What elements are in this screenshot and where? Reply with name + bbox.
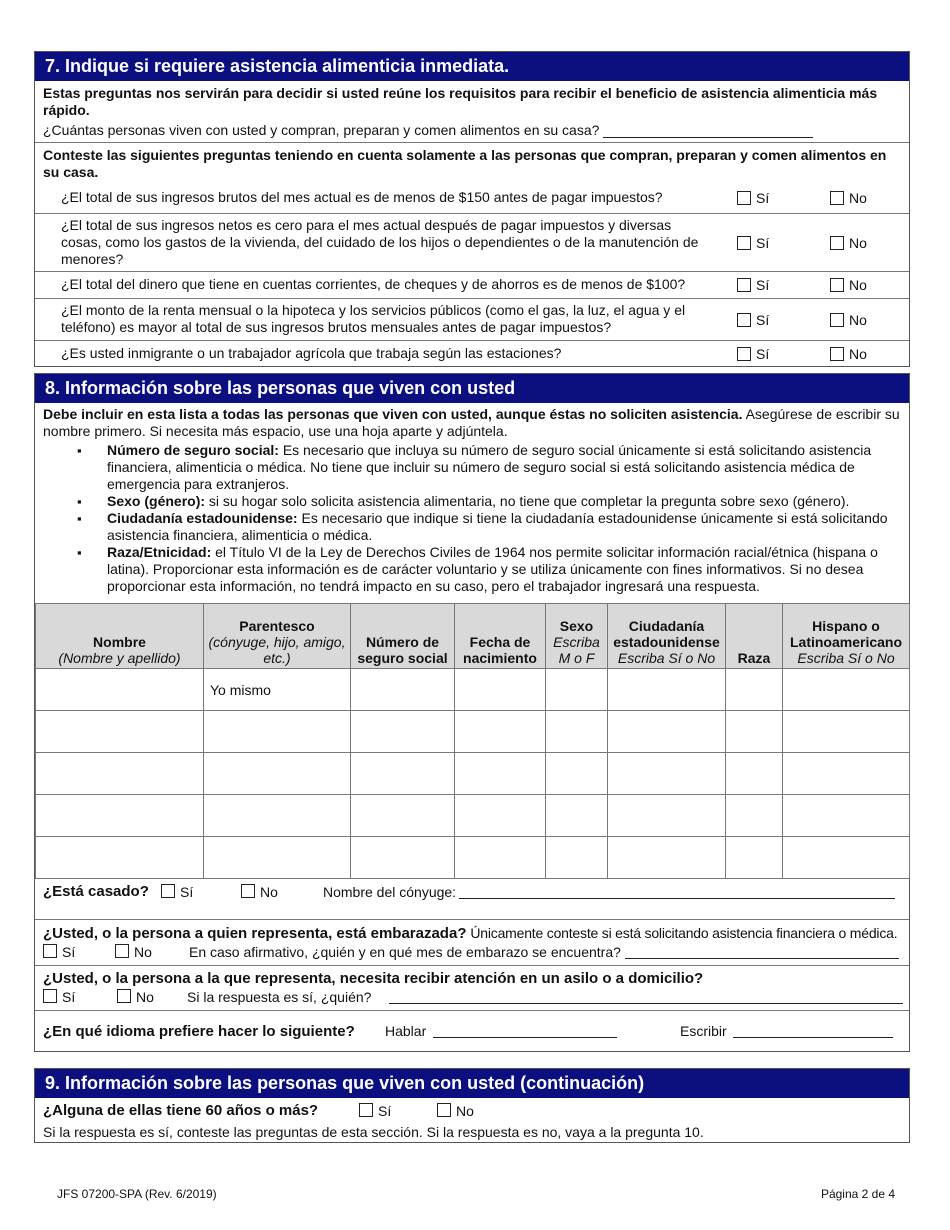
section-8-intro-rest: Asegúrese de escribir su nombre primero. Si necesita más espacio, use una hoja aparte y adjúntela. bbox=[43, 406, 900, 439]
column-header-citizenship: Ciudadanía estadounidense Escriba Sí o No bbox=[608, 604, 726, 669]
section-8-intro bbox=[35, 403, 909, 603]
spouse-name-label: Nombre del cónyuge: bbox=[323, 884, 457, 900]
question-row bbox=[35, 183, 909, 213]
column-header-ssn: Número de seguro social bbox=[351, 604, 455, 669]
table-row bbox=[36, 753, 910, 795]
table-cell[interactable] bbox=[351, 669, 455, 711]
age-question: ¿Alguna de ellas tiene 60 años o más? bbox=[43, 1102, 319, 1119]
table-cell[interactable] bbox=[204, 753, 351, 795]
no-label: No bbox=[849, 234, 867, 251]
care-row bbox=[35, 965, 909, 1010]
table-cell[interactable] bbox=[455, 711, 546, 753]
household-count-label: ¿Cuántas personas viven con usted y compran, preparan y comen alimentos en su casa? bbox=[43, 122, 600, 138]
table-cell[interactable] bbox=[546, 669, 608, 711]
no-option[interactable] bbox=[830, 312, 867, 328]
table-cell[interactable] bbox=[204, 837, 351, 879]
no-checkbox[interactable] bbox=[830, 191, 844, 205]
question-row bbox=[35, 340, 909, 366]
table-cell[interactable] bbox=[608, 837, 726, 879]
yes-checkbox[interactable] bbox=[737, 278, 751, 292]
yes-label: Sí bbox=[756, 277, 770, 293]
table-cell[interactable] bbox=[608, 711, 726, 753]
list-item-text: Es necesario que indique si tiene la ciudadanía estadounidense únicamente si está solicitando asistencia financiera, alimenticia o médica. bbox=[107, 510, 888, 543]
section-7-intro bbox=[35, 81, 909, 142]
table-cell[interactable] bbox=[726, 669, 783, 711]
table-cell[interactable] bbox=[608, 669, 726, 711]
question-text: ¿El total de sus ingresos netos es cero para el mes actual después de pagar impuestos y diversas cosas, como los gastos de la vivienda, del cuidado de los hijos o dependientes o de la manutención de menores? bbox=[61, 217, 699, 267]
section-7-intro-text: Estas preguntas nos servirán para decidir si usted reúne los requisitos para recibir el beneficio de asistencia alimenticia más rápido. bbox=[43, 85, 878, 118]
table-cell[interactable] bbox=[36, 669, 204, 711]
no-checkbox[interactable] bbox=[437, 1103, 451, 1117]
no-label: No bbox=[849, 190, 867, 206]
married-question: ¿Está casado? bbox=[43, 883, 149, 900]
table-row bbox=[36, 795, 910, 837]
table-cell[interactable] bbox=[546, 795, 608, 837]
table-cell[interactable] bbox=[546, 837, 608, 879]
care-question: ¿Usted, o la persona a la que representa, necesita recibir atención en un asilo o a domicilio? bbox=[43, 970, 704, 987]
list-item-title: Sexo (género): bbox=[107, 493, 206, 509]
table-cell[interactable] bbox=[36, 837, 204, 879]
column-header-name: Nombre (Nombre y apellido) bbox=[36, 604, 204, 669]
yes-label: Sí bbox=[756, 345, 770, 362]
section-8-intro-bold: Debe incluir en esta lista a todas las personas que viven con usted, aunque éstas no soliciten asistencia. bbox=[43, 406, 743, 422]
yes-checkbox[interactable] bbox=[43, 989, 57, 1003]
table-cell[interactable] bbox=[455, 837, 546, 879]
table-row bbox=[36, 669, 910, 711]
question-text: ¿El total de sus ingresos brutos del mes actual es de menos de $150 antes de pagar impuestos? bbox=[61, 189, 663, 205]
table-cell[interactable] bbox=[726, 837, 783, 879]
married-no-option[interactable] bbox=[241, 884, 278, 900]
table-cell[interactable] bbox=[608, 753, 726, 795]
table-cell[interactable] bbox=[351, 837, 455, 879]
married-row bbox=[35, 879, 909, 919]
instructions-list bbox=[43, 442, 901, 595]
table-cell[interactable] bbox=[783, 711, 910, 753]
list-item bbox=[107, 510, 901, 544]
yes-checkbox[interactable] bbox=[737, 191, 751, 205]
table-cell[interactable] bbox=[726, 711, 783, 753]
yes-label: Sí bbox=[756, 311, 770, 328]
age-yes-option[interactable] bbox=[359, 1103, 391, 1119]
question-row bbox=[35, 213, 909, 271]
list-item-text: Es necesario que incluya su número de seguro social únicamente si está solicitando asistencia financiera, alimenticia o médica. No tiene que incluir su número de seguro social si está solicitando asistencia médica de emergencia para extranjeros. bbox=[107, 442, 872, 492]
yes-checkbox[interactable] bbox=[43, 944, 57, 958]
no-checkbox[interactable] bbox=[115, 944, 129, 958]
care-yes-option[interactable] bbox=[43, 989, 75, 1005]
table-cell[interactable] bbox=[351, 711, 455, 753]
no-label: No bbox=[849, 277, 867, 293]
pregnant-question-line bbox=[43, 925, 897, 942]
question-text: ¿El monto de la renta mensual o la hipoteca y los servicios públicos (como el gas, la luz, el agua y el teléfono) es mayor al total de sus ingresos brutos mensuales antes de pagar impuestos? bbox=[61, 302, 686, 335]
care-no-option[interactable] bbox=[117, 989, 154, 1005]
yes-option[interactable] bbox=[737, 346, 769, 362]
page-number: Página 2 de 4 bbox=[820, 1187, 895, 1201]
table-cell[interactable] bbox=[546, 711, 608, 753]
no-label: No bbox=[260, 884, 278, 900]
table-row bbox=[36, 837, 910, 879]
table-cell[interactable] bbox=[204, 795, 351, 837]
section-9-header: 9. Información sobre las personas que viven con usted (continuación) bbox=[35, 1069, 909, 1098]
list-item-title: Ciudadanía estadounidense: bbox=[107, 510, 298, 526]
speak-language-field[interactable] bbox=[433, 1023, 617, 1038]
column-header-relationship: Parentesco (cónyuge, hijo, amigo, etc.) bbox=[204, 604, 351, 669]
write-language-field[interactable] bbox=[733, 1023, 893, 1038]
no-checkbox[interactable] bbox=[830, 347, 844, 361]
table-cell[interactable] bbox=[726, 753, 783, 795]
list-item bbox=[107, 544, 901, 595]
question-row bbox=[35, 271, 909, 298]
yes-label: Sí bbox=[180, 884, 194, 900]
table-cell[interactable] bbox=[36, 711, 204, 753]
write-label: Escribir bbox=[680, 1023, 727, 1039]
no-option[interactable] bbox=[830, 235, 867, 251]
no-checkbox[interactable] bbox=[830, 313, 844, 327]
household-count-question bbox=[43, 122, 901, 139]
pregnant-followup-field[interactable] bbox=[625, 944, 899, 959]
question-row bbox=[35, 298, 909, 340]
no-label: No bbox=[134, 944, 152, 960]
yes-label: Sí bbox=[62, 989, 76, 1005]
no-label: No bbox=[849, 311, 867, 328]
list-item bbox=[107, 493, 901, 510]
yes-checkbox[interactable] bbox=[359, 1103, 373, 1117]
table-cell[interactable] bbox=[455, 753, 546, 795]
yes-option[interactable] bbox=[737, 190, 769, 206]
table-row bbox=[36, 711, 910, 753]
table-cell[interactable] bbox=[351, 795, 455, 837]
age-question-block bbox=[35, 1098, 909, 1142]
pregnant-row bbox=[35, 919, 909, 965]
table-cell[interactable] bbox=[351, 753, 455, 795]
pregnant-no-option[interactable] bbox=[115, 944, 152, 960]
no-checkbox[interactable] bbox=[830, 236, 844, 250]
list-item bbox=[107, 442, 901, 493]
yes-label: Sí bbox=[62, 944, 76, 960]
no-checkbox[interactable] bbox=[117, 989, 131, 1003]
column-header-race: Raza bbox=[726, 604, 783, 669]
care-followup-label: Si la respuesta es sí, ¿quién? bbox=[187, 989, 372, 1005]
yes-checkbox[interactable] bbox=[737, 313, 751, 327]
table-cell[interactable] bbox=[546, 753, 608, 795]
yes-label: Sí bbox=[756, 190, 770, 206]
table-cell[interactable] bbox=[783, 669, 910, 711]
age-no-option[interactable] bbox=[437, 1103, 474, 1119]
table-cell[interactable] bbox=[783, 753, 910, 795]
yes-checkbox[interactable] bbox=[737, 236, 751, 250]
no-label: No bbox=[849, 345, 867, 362]
yes-option[interactable] bbox=[737, 235, 769, 251]
list-item-title: Raza/Etnicidad: bbox=[107, 544, 212, 560]
table-cell[interactable] bbox=[783, 795, 910, 837]
no-label: No bbox=[456, 1103, 474, 1119]
pregnant-yes-option[interactable] bbox=[43, 944, 75, 960]
table-cell[interactable] bbox=[455, 795, 546, 837]
column-header-hispanic: Hispano o Latinoamericano Escriba Sí o No bbox=[783, 604, 910, 669]
table-cell[interactable] bbox=[36, 753, 204, 795]
household-count-field[interactable] bbox=[603, 123, 813, 138]
table-header-row bbox=[36, 604, 910, 669]
yes-checkbox[interactable] bbox=[161, 884, 175, 898]
table-cell[interactable]: Yo mismo bbox=[204, 669, 351, 711]
pregnant-followup-label: En caso afirmativo, ¿quién y en qué mes de embarazo se encuentra? bbox=[189, 944, 621, 960]
section-7-header: 7. Indique si requiere asistencia alimenticia inmediata. bbox=[35, 52, 909, 81]
list-item-text: si su hogar solo solicita asistencia alimentaria, no tiene que completar la pregunta sobre sexo (género). bbox=[208, 493, 850, 509]
section-9 bbox=[34, 1068, 910, 1143]
list-item-text: el Título VI de la Ley de Derechos Civiles de 1964 nos permite solicitar información racial/étnica (hispana o latina). Proporcionar esta información es de carácter voluntario y se utiliza únicamente con fines informativos. Si no desea proporcionar esta información, no tendrá impacto en su caso, pero el trabajador ingresará una respuesta. bbox=[107, 544, 878, 594]
yes-label: Sí bbox=[756, 234, 770, 251]
speak-label: Hablar bbox=[385, 1023, 427, 1039]
married-yes-option[interactable] bbox=[161, 884, 193, 900]
section-8 bbox=[34, 373, 910, 1052]
pregnant-note: Únicamente conteste si está solicitando asistencia financiera o médica. bbox=[470, 925, 898, 941]
language-row bbox=[35, 1010, 909, 1051]
age-note: Si la respuesta es sí, conteste las preguntas de esta sección. Si la respuesta es no, vaya a la pregunta 10. bbox=[43, 1124, 704, 1140]
question-text: ¿Es usted inmigrante o un trabajador agrícola que trabaja según las estaciones? bbox=[61, 345, 562, 361]
no-checkbox[interactable] bbox=[241, 884, 255, 898]
yes-checkbox[interactable] bbox=[737, 347, 751, 361]
section-7 bbox=[34, 51, 910, 367]
pregnant-question: ¿Usted, o la persona a quien representa, está embarazada? bbox=[43, 925, 467, 942]
table-cell[interactable] bbox=[726, 795, 783, 837]
section-7-instruction: Conteste las siguientes preguntas teniendo en cuenta solamente a las personas que compran, preparan y comen alimentos en su casa. bbox=[35, 142, 909, 183]
question-text: ¿El total del dinero que tiene en cuentas corrientes, de cheques y de ahorros es de menos de $100? bbox=[61, 276, 686, 292]
table-cell[interactable] bbox=[608, 795, 726, 837]
yes-option[interactable] bbox=[737, 312, 769, 328]
no-option[interactable] bbox=[830, 277, 867, 293]
no-option[interactable] bbox=[830, 190, 867, 206]
no-option[interactable] bbox=[830, 346, 867, 362]
section-8-header: 8. Información sobre las personas que viven con usted bbox=[35, 374, 909, 403]
form-id: JFS 07200-SPA (Rev. 6/2019) bbox=[57, 1187, 217, 1201]
spouse-name-field[interactable] bbox=[459, 884, 895, 899]
table-cell[interactable] bbox=[36, 795, 204, 837]
no-checkbox[interactable] bbox=[830, 278, 844, 292]
yes-option[interactable] bbox=[737, 277, 769, 293]
no-label: No bbox=[136, 989, 154, 1005]
table-cell[interactable] bbox=[204, 711, 351, 753]
language-question: ¿En qué idioma prefiere hacer lo siguiente? bbox=[43, 1023, 355, 1040]
table-cell[interactable] bbox=[455, 669, 546, 711]
household-members-table bbox=[35, 603, 910, 879]
column-header-birthdate: Fecha de nacimiento bbox=[455, 604, 546, 669]
list-item-title: Número de seguro social: bbox=[107, 442, 279, 458]
care-followup-field[interactable] bbox=[389, 989, 903, 1004]
column-header-sex: Sexo Escriba M o F bbox=[546, 604, 608, 669]
yes-label: Sí bbox=[378, 1103, 392, 1119]
table-cell[interactable] bbox=[783, 837, 910, 879]
